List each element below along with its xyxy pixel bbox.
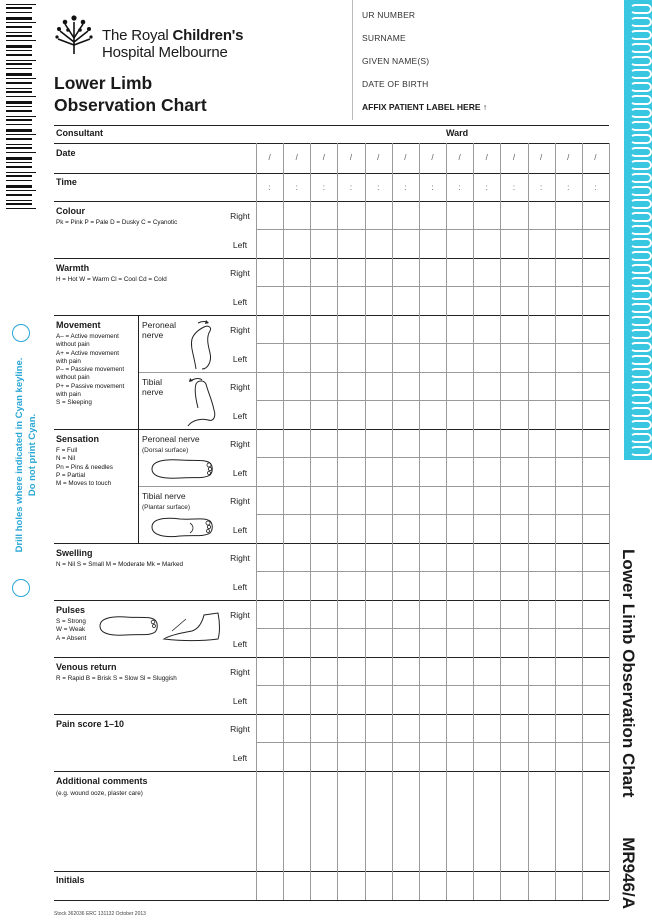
date-entry-cell[interactable]: / bbox=[349, 153, 353, 162]
ur-number-field[interactable]: UR NUMBER bbox=[362, 10, 416, 20]
barcode-bar bbox=[6, 110, 32, 112]
row-divider bbox=[256, 628, 609, 629]
time-entry-cell[interactable]: : bbox=[458, 183, 461, 192]
tibial-sensation-surface: (Plantar surface) bbox=[142, 504, 191, 511]
left-limb-label: Left bbox=[232, 297, 248, 307]
sensation-key-2: N = Nil bbox=[56, 455, 76, 463]
right-limb-label: Right bbox=[230, 211, 250, 221]
binding-ring bbox=[630, 212, 652, 222]
side-title-text: Lower Limb Observation Chart bbox=[619, 549, 638, 798]
barcode-bar bbox=[6, 194, 32, 196]
row-divider bbox=[256, 286, 609, 287]
peroneal-nerve-sensation-label bbox=[142, 434, 200, 456]
foot-side-pulse-icon bbox=[162, 609, 222, 643]
binding-ring bbox=[630, 407, 652, 417]
binding-ring bbox=[630, 329, 652, 339]
tibial-nerve-label-a: Tibial bbox=[142, 377, 162, 387]
barcode-bar bbox=[6, 63, 32, 65]
drill-hole-top bbox=[12, 324, 30, 342]
binding-ring bbox=[630, 433, 652, 443]
sensation-key-3: Pn = Pins & needles bbox=[56, 463, 113, 471]
barcode-bar bbox=[6, 12, 32, 13]
binding-ring bbox=[630, 238, 652, 248]
barcode-bar bbox=[6, 40, 36, 41]
time-entry-cell[interactable]: : bbox=[431, 183, 434, 192]
additional-comments-title: Additional comments bbox=[56, 776, 148, 786]
right-limb-label: Right bbox=[230, 268, 250, 278]
right-limb-label: Right bbox=[230, 553, 250, 563]
right-limb-label: Right bbox=[230, 610, 250, 620]
consultant-label: Consultant bbox=[56, 128, 103, 138]
binding-ring bbox=[630, 30, 652, 40]
pulses-title: Pulses bbox=[56, 605, 86, 615]
barcode-bar bbox=[6, 26, 32, 28]
data-column-divider bbox=[392, 143, 393, 900]
section-divider bbox=[54, 543, 609, 544]
time-entry-cell[interactable]: : bbox=[594, 183, 597, 192]
page-title-line2: Observation Chart bbox=[54, 95, 207, 115]
colour-key: Pk = Pink P = Pale D = Dusky C = Cyanotic bbox=[56, 219, 178, 226]
sensation-title: Sensation bbox=[56, 434, 100, 444]
binding-ring bbox=[630, 186, 652, 196]
barcode-bar bbox=[6, 101, 32, 104]
movement-key-3b: without pain bbox=[56, 374, 90, 382]
dob-field[interactable]: DATE OF BIRTH bbox=[362, 79, 429, 89]
binding-ring bbox=[630, 134, 652, 144]
data-column-divider bbox=[419, 143, 420, 900]
left-limb-label: Left bbox=[232, 468, 248, 478]
time-entry-cell[interactable]: : bbox=[404, 183, 407, 192]
binding-ring bbox=[630, 381, 652, 391]
peroneal-nerve-label-a: Peroneal bbox=[142, 320, 177, 330]
time-entry-cell[interactable]: : bbox=[322, 183, 325, 192]
barcode-bar bbox=[6, 7, 32, 9]
tibial-nerve-label-b: nerve bbox=[142, 387, 164, 397]
section-divider bbox=[54, 258, 609, 259]
barcode-bar bbox=[6, 4, 36, 5]
right-limb-label: Right bbox=[230, 667, 250, 677]
tibial-sensation-name: Tibial nerve bbox=[142, 491, 186, 501]
binding-ring bbox=[630, 446, 652, 456]
foot-top-pulse-icon bbox=[98, 613, 158, 639]
section-divider bbox=[54, 771, 609, 772]
data-column-divider bbox=[609, 143, 610, 900]
right-limb-label: Right bbox=[230, 724, 250, 734]
date-entry-cell[interactable]: / bbox=[377, 153, 380, 162]
data-column-divider bbox=[473, 143, 474, 900]
peroneal-sensation-name: Peroneal nerve bbox=[142, 434, 200, 444]
section-divider bbox=[54, 201, 609, 202]
movement-key-5: S = Sleeping bbox=[56, 399, 92, 407]
barcode-bar bbox=[6, 175, 32, 177]
tibial-nerve-movement-label bbox=[142, 377, 163, 397]
binding-ring bbox=[630, 69, 652, 79]
time-entry-cell[interactable]: : bbox=[349, 183, 353, 192]
barcode-bar bbox=[6, 147, 32, 149]
barcode-bar bbox=[6, 73, 32, 76]
row-divider bbox=[256, 229, 609, 230]
left-limb-label: Left bbox=[232, 582, 248, 592]
movement-key-2: A+ = Active movement bbox=[56, 349, 119, 357]
binding-ring bbox=[630, 82, 652, 92]
page-title bbox=[54, 72, 207, 116]
pulses-key-2: W = Weak bbox=[56, 626, 86, 634]
left-limb-label: Left bbox=[232, 753, 248, 763]
surname-field[interactable]: SURNAME bbox=[362, 33, 406, 43]
drill-line-1: Drill holes where indicated in Cyan keyline. bbox=[14, 357, 25, 553]
foot-dorsal-icon bbox=[150, 457, 214, 481]
movement-key-2b: with pain bbox=[56, 357, 81, 365]
barcode-bar bbox=[6, 91, 32, 93]
time-entry-cell[interactable]: : bbox=[485, 183, 488, 192]
left-limb-label: Left bbox=[232, 354, 248, 364]
binding-ring bbox=[630, 56, 652, 66]
pulses-key-1: S = Strong bbox=[56, 618, 86, 625]
barcode-bar bbox=[6, 208, 36, 209]
barcode-bar bbox=[6, 190, 36, 191]
binding-strip bbox=[624, 0, 652, 460]
foot-plantarflexion-icon bbox=[178, 376, 220, 428]
section-divider bbox=[54, 125, 609, 126]
given-names-field[interactable]: GIVEN NAME(S) bbox=[362, 56, 430, 66]
barcode-bar bbox=[6, 200, 32, 201]
barcode-bar bbox=[6, 185, 32, 188]
barcode-bar bbox=[6, 50, 32, 51]
barcode-bar bbox=[6, 138, 32, 140]
ward-label: Ward bbox=[446, 128, 469, 138]
section-divider bbox=[54, 143, 609, 144]
peroneal-nerve-label-b: nerve bbox=[142, 330, 164, 340]
binding-ring bbox=[630, 160, 652, 170]
barcode-bar bbox=[6, 166, 32, 168]
hospital-name bbox=[102, 27, 243, 61]
barcode-bar bbox=[6, 68, 32, 69]
date-entry-cell[interactable]: / bbox=[404, 153, 407, 162]
row-divider bbox=[138, 372, 609, 373]
barcode-bar bbox=[6, 35, 32, 37]
data-column-divider bbox=[365, 143, 366, 900]
venous-return-key: R = Rapid B = Brisk S = Slow Sl = Sluggish bbox=[56, 675, 177, 682]
affix-label-instruction: AFFIX PATIENT LABEL HERE ↑ bbox=[362, 102, 488, 112]
drill-instructions bbox=[13, 355, 43, 555]
binding-ring bbox=[630, 394, 652, 404]
barcode-bar bbox=[6, 54, 32, 56]
left-limb-label: Left bbox=[232, 639, 248, 649]
data-column-divider bbox=[256, 143, 257, 900]
barcode-bar bbox=[6, 129, 32, 132]
right-limb-label: Right bbox=[230, 496, 250, 506]
barcode-bar bbox=[6, 32, 32, 33]
data-column-divider bbox=[500, 143, 501, 900]
left-limb-label: Left bbox=[232, 411, 248, 421]
data-column-divider bbox=[337, 143, 338, 900]
venous-return-title: Venous return bbox=[56, 662, 117, 672]
swelling-key: N = Nil S = Small M = Moderate Mk = Marked bbox=[56, 561, 184, 568]
date-entry-cell[interactable]: / bbox=[539, 153, 543, 162]
barcode-bar bbox=[6, 119, 32, 121]
date-entry-cell[interactable]: / bbox=[322, 153, 325, 162]
barcode-bar bbox=[6, 116, 36, 117]
time-entry-cell[interactable]: : bbox=[377, 183, 380, 192]
section-divider bbox=[54, 173, 609, 174]
binding-ring bbox=[630, 355, 652, 365]
sensation-key-1: F = Full bbox=[56, 447, 78, 454]
data-column-divider bbox=[555, 143, 556, 900]
binding-ring bbox=[630, 95, 652, 105]
hospital-name-bold: Children's bbox=[172, 27, 244, 44]
binding-ring bbox=[630, 251, 652, 261]
time-entry-cell[interactable]: : bbox=[567, 183, 570, 192]
date-label: Date bbox=[56, 148, 76, 158]
binding-ring bbox=[630, 108, 652, 118]
barcode-bar bbox=[6, 96, 36, 97]
barcode-bar bbox=[6, 78, 36, 79]
foot-dorsiflexion-icon bbox=[178, 319, 220, 371]
date-entry-cell[interactable]: / bbox=[431, 153, 434, 162]
movement-key-1b: without pain bbox=[56, 341, 90, 349]
binding-ring bbox=[630, 420, 652, 430]
left-limb-label: Left bbox=[232, 240, 248, 250]
swelling-title: Swelling bbox=[56, 548, 93, 558]
right-limb-label: Right bbox=[230, 382, 250, 392]
binding-ring bbox=[630, 303, 652, 313]
pain-score-title: Pain score 1–10 bbox=[56, 719, 125, 729]
patient-label-area[interactable] bbox=[352, 0, 624, 120]
binding-ring bbox=[630, 368, 652, 378]
side-title bbox=[618, 549, 638, 909]
section-divider bbox=[54, 657, 609, 658]
date-entry-cell[interactable]: / bbox=[512, 153, 516, 162]
binding-ring bbox=[630, 264, 652, 274]
data-column-divider bbox=[446, 143, 447, 900]
binding-ring bbox=[630, 147, 652, 157]
peroneal-nerve-movement-label bbox=[142, 320, 176, 340]
barcode bbox=[6, 4, 36, 214]
section-divider bbox=[54, 600, 609, 601]
binding-ring bbox=[630, 277, 652, 287]
time-entry-cell[interactable]: : bbox=[268, 183, 271, 192]
footer-stock-info: Stock 362036 ERC 131132 October 2013 bbox=[54, 911, 146, 917]
barcode-bar bbox=[6, 60, 36, 61]
left-limb-label: Left bbox=[232, 525, 248, 535]
time-entry-cell[interactable]: : bbox=[295, 183, 298, 192]
binding-ring bbox=[630, 4, 652, 14]
binding-ring bbox=[630, 316, 652, 326]
barcode-bar bbox=[6, 45, 32, 48]
date-entry-cell[interactable]: / bbox=[567, 153, 570, 162]
barcode-bar bbox=[6, 134, 36, 135]
foot-plantar-icon bbox=[150, 514, 214, 540]
barcode-bar bbox=[6, 203, 32, 205]
sensation-key-5: M = Moves to touch bbox=[56, 480, 112, 488]
warmth-key: H = Hot W = Warm Cl = Cool Cd = Cold bbox=[56, 276, 167, 283]
side-form-code: MR946/A bbox=[619, 837, 638, 909]
barcode-bar bbox=[6, 172, 36, 173]
barcode-bar bbox=[6, 152, 36, 153]
data-column-divider bbox=[528, 143, 529, 900]
data-column-divider bbox=[582, 143, 583, 900]
binding-ring bbox=[630, 225, 652, 235]
row-divider bbox=[256, 685, 609, 686]
movement-title: Movement bbox=[56, 320, 101, 330]
barcode-bar bbox=[6, 162, 32, 163]
barcode-bar bbox=[6, 144, 32, 145]
section-divider bbox=[54, 714, 609, 715]
date-entry-cell[interactable]: / bbox=[268, 153, 271, 162]
data-column-divider bbox=[310, 143, 311, 900]
sensation-key-4: P = Partial bbox=[56, 471, 86, 479]
sensation-key bbox=[56, 447, 138, 488]
movement-key bbox=[56, 333, 138, 408]
binding-ring bbox=[630, 342, 652, 352]
row-divider bbox=[256, 343, 609, 344]
binding-ring bbox=[630, 173, 652, 183]
nerve-column-divider bbox=[138, 315, 139, 543]
row-divider bbox=[138, 486, 609, 487]
colour-title: Colour bbox=[56, 206, 85, 216]
barcode-bar bbox=[6, 106, 32, 107]
hospital-name-prefix: The Royal bbox=[102, 27, 173, 44]
hospital-name-line2: Hospital Melbourne bbox=[102, 44, 228, 61]
binding-ring bbox=[630, 17, 652, 27]
row-divider bbox=[256, 457, 609, 458]
movement-key-1: A– = Active movement bbox=[56, 333, 119, 340]
barcode-bar bbox=[6, 22, 36, 23]
binding-ring bbox=[630, 121, 652, 131]
barcode-bar bbox=[6, 17, 32, 20]
row-divider bbox=[256, 400, 609, 401]
drill-line-2: Do not print Cyan. bbox=[27, 413, 38, 497]
section-divider bbox=[54, 900, 609, 901]
movement-key-4b: with pain bbox=[56, 391, 81, 399]
row-divider bbox=[256, 514, 609, 515]
warmth-title: Warmth bbox=[56, 263, 90, 273]
right-limb-label: Right bbox=[230, 439, 250, 449]
date-entry-cell[interactable]: / bbox=[594, 153, 597, 162]
data-column-divider bbox=[283, 143, 284, 900]
binding-ring bbox=[630, 199, 652, 209]
peroneal-sensation-surface: (Dorsal surface) bbox=[142, 447, 189, 454]
barcode-bar bbox=[6, 88, 32, 89]
barcode-bar bbox=[6, 124, 32, 125]
date-entry-cell[interactable]: / bbox=[295, 153, 298, 162]
row-divider bbox=[256, 571, 609, 572]
date-entry-cell[interactable]: / bbox=[485, 153, 488, 162]
time-label: Time bbox=[56, 177, 77, 187]
movement-key-4: P+ = Passive movement bbox=[56, 382, 125, 390]
time-entry-cell[interactable]: : bbox=[539, 183, 543, 192]
tibial-nerve-sensation-label bbox=[142, 491, 190, 513]
pulses-key-3: A = Absent bbox=[56, 634, 87, 642]
date-entry-cell[interactable]: / bbox=[458, 153, 461, 162]
barcode-bar bbox=[6, 157, 32, 160]
binding-ring bbox=[630, 290, 652, 300]
right-limb-label: Right bbox=[230, 325, 250, 335]
movement-key-3: P– = Passive movement bbox=[56, 366, 125, 374]
hospital-logo-icon bbox=[54, 12, 94, 56]
section-divider bbox=[54, 871, 609, 872]
barcode-bar bbox=[6, 180, 32, 181]
left-limb-label: Left bbox=[232, 696, 248, 706]
binding-ring bbox=[630, 43, 652, 53]
additional-comments-hint: (e.g. wound ooze, plaster care) bbox=[56, 790, 143, 797]
barcode-bar bbox=[6, 82, 32, 84]
page-title-line1: Lower Limb bbox=[54, 73, 153, 93]
initials-label: Initials bbox=[56, 875, 85, 885]
row-divider bbox=[256, 742, 609, 743]
pulses-key bbox=[56, 618, 86, 643]
drill-hole-bottom bbox=[12, 579, 30, 597]
time-entry-cell[interactable]: : bbox=[512, 183, 516, 192]
